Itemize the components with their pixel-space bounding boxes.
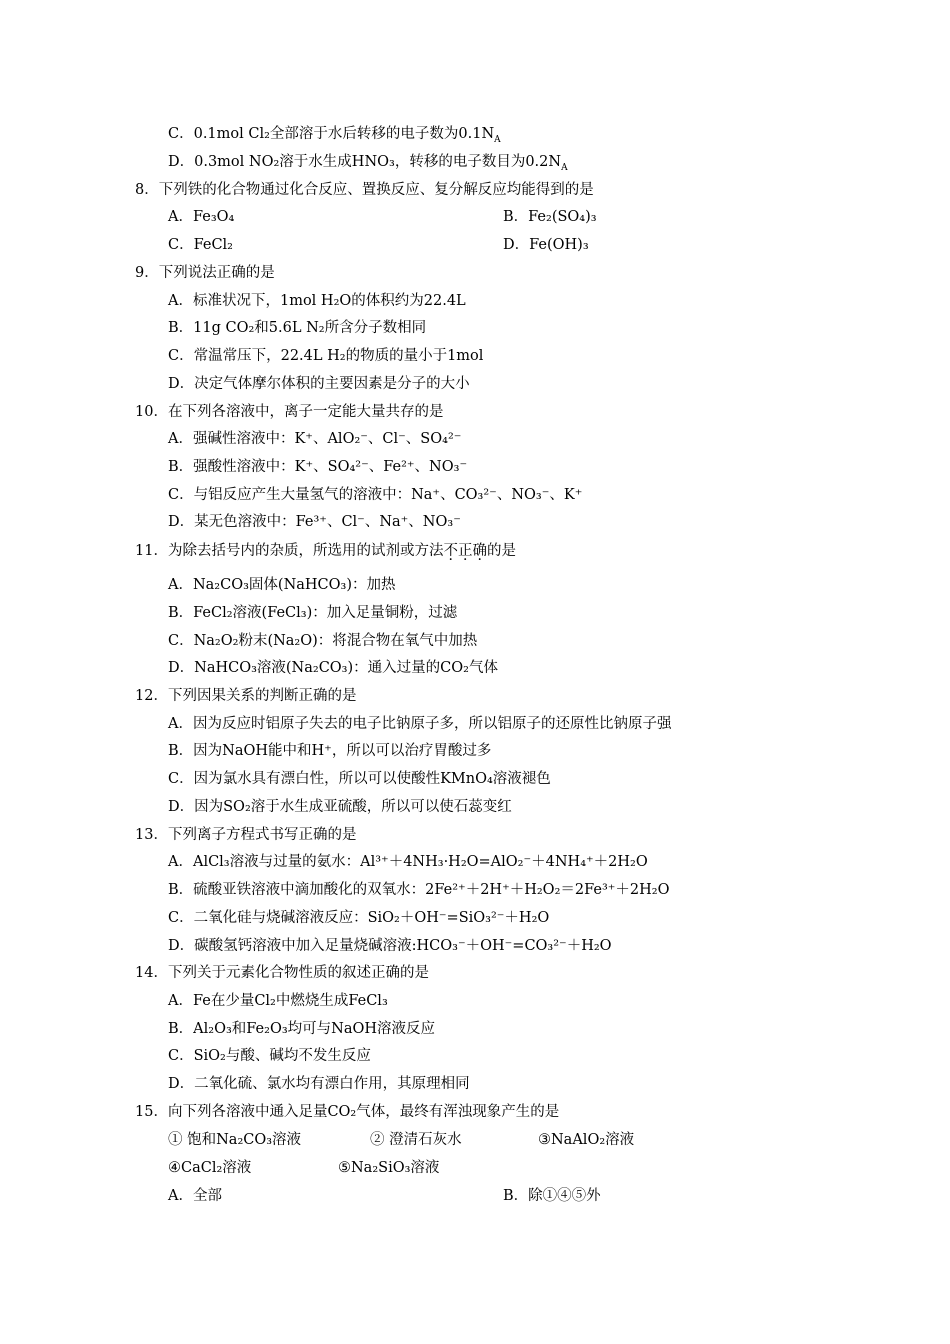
q11-option-a: A．Na₂CO₃固体(NaHCO₃)：加热	[168, 577, 396, 593]
q14-option-c: C．SiO₂与酸、碱均不发生反应	[168, 1048, 371, 1064]
q8-stem: 8．下列铁的化合物通过化合反应、置换反应、复分解反应均能得到的是	[135, 182, 594, 198]
q14-option-d: D．二氧化硫、氯水均有漂白作用，其原理相同	[168, 1076, 470, 1092]
q13-stem: 13．下列离子方程式书写正确的是	[135, 827, 357, 843]
q13-option-b: B．硫酸亚铁溶液中滴加酸化的双氧水：2Fe²⁺＋2H⁺＋H₂O₂＝2Fe³⁺＋2H₂O	[168, 882, 670, 898]
q8-option-c: C．FeCl₂	[168, 237, 233, 253]
q15-item-2: ② 澄清石灰水	[370, 1132, 462, 1148]
q7-option-c: C．0.1mol Cl₂全部溶于水后转移的电子数为$0.1N_A$	[168, 126, 501, 145]
q9-option-d: D．决定气体摩尔体积的主要因素是分子的大小	[168, 376, 470, 392]
emphasis-char: 确	[472, 543, 487, 559]
q12-stem: 12．下列因果关系的判断正确的是	[135, 688, 357, 704]
q15-option-a: A．全部	[168, 1188, 222, 1204]
q11-stem: 11．为除去括号内的杂质，所选用的试剂或方法不正确的是	[135, 543, 516, 559]
q12-option-c: C．因为氯水具有漂白性，所以可以使酸性KMnO₄溶液褪色	[168, 771, 551, 787]
q12-option-d: D．因为SO₂溶于水生成亚硫酸，所以可以使石蕊变红	[168, 799, 512, 815]
q14-option-a: A．Fe在少量Cl₂中燃烧生成FeCl₃	[168, 993, 388, 1009]
q9-option-b: B．11g CO₂和5.6L N₂所含分子数相同	[168, 320, 427, 336]
q15-option-b: B．除①④⑤外	[503, 1188, 601, 1204]
q8-option-d: D．Fe(OH)₃	[503, 237, 589, 253]
q10-stem: 10．在下列各溶液中，离子一定能大量共存的是	[135, 404, 444, 420]
q14-stem: 14．下列关于元素化合物性质的叙述正确的是	[135, 965, 429, 981]
q15-item-3: ③NaAlO₂溶液	[538, 1132, 635, 1148]
q7-option-d: D．0.3mol NO₂溶于水生成HNO₃，转移的电子数目为$0.2N_A$	[168, 154, 568, 173]
q9-option-c: C．常温常压下，22.4L H₂的物质的量小于1mol	[168, 348, 484, 364]
emphasis-not-correct	[443, 543, 487, 559]
q13-option-c: C．二氧化硅与烧碱溶液反应：SiO₂＋OH⁻=SiO₃²⁻＋H₂O	[168, 910, 550, 926]
q10-option-b: B．强酸性溶液中：K⁺、SO₄²⁻、Fe²⁺、NO₃⁻	[168, 459, 468, 475]
q15-item-4: ④CaCl₂溶液	[168, 1160, 252, 1176]
q13-option-d: D．碳酸氢钙溶液中加入足量烧碱溶液:HCO₃⁻＋OH⁻=CO₃²⁻＋H₂O	[168, 938, 612, 954]
q10-option-d: D．某无色溶液中：Fe³⁺、Cl⁻、Na⁺、NO₃⁻	[168, 514, 461, 530]
emphasis-char: 正	[457, 543, 473, 559]
q11-option-d: D．NaHCO₃溶液(Na₂CO₃)：通入过量的CO₂气体	[168, 660, 498, 676]
q15-item-1: ① 饱和Na₂CO₃溶液	[168, 1132, 302, 1148]
q10-option-c: C．与铝反应产生大量氢气的溶液中：Na⁺、CO₃²⁻、NO₃⁻、K⁺	[168, 487, 583, 503]
q11-option-b: B．FeCl₂溶液(FeCl₃)：加入足量铜粉，过滤	[168, 605, 458, 621]
q8-option-b: B．Fe₂(SO₄)₃	[503, 209, 597, 225]
emphasis-char: 不	[443, 543, 458, 559]
q14-option-b: B．Al₂O₃和Fe₂O₃均可与NaOH溶液反应	[168, 1021, 436, 1037]
q9-option-a: A．标准状况下，1mol H₂O的体积约为22.4L	[168, 293, 466, 309]
q11-option-c: C．Na₂O₂粉末(Na₂O)：将混合物在氧气中加热	[168, 633, 478, 649]
q10-option-a: A．强碱性溶液中：K⁺、AlO₂⁻、Cl⁻、SO₄²⁻	[168, 431, 462, 447]
q15-item-5: ⑤Na₂SiO₃溶液	[338, 1160, 440, 1176]
q15-stem: 15．向下列各溶液中通入足量CO₂气体，最终有浑浊现象产生的是	[135, 1104, 560, 1120]
q13-option-a: A．AlCl₃溶液与过量的氨水：Al³⁺＋4NH₃·H₂O=AlO₂⁻＋4NH₄⁺＋2H₂O	[168, 854, 648, 870]
q9-stem: 9．下列说法正确的是	[135, 265, 275, 281]
q8-option-a: A．Fe₃O₄	[168, 209, 235, 225]
q12-option-a: A．因为反应时铝原子失去的电子比钠原子多，所以铝原子的还原性比钠原子强	[168, 716, 672, 732]
q12-option-b: B．因为NaOH能中和H⁺，所以可以治疗胃酸过多	[168, 743, 492, 759]
